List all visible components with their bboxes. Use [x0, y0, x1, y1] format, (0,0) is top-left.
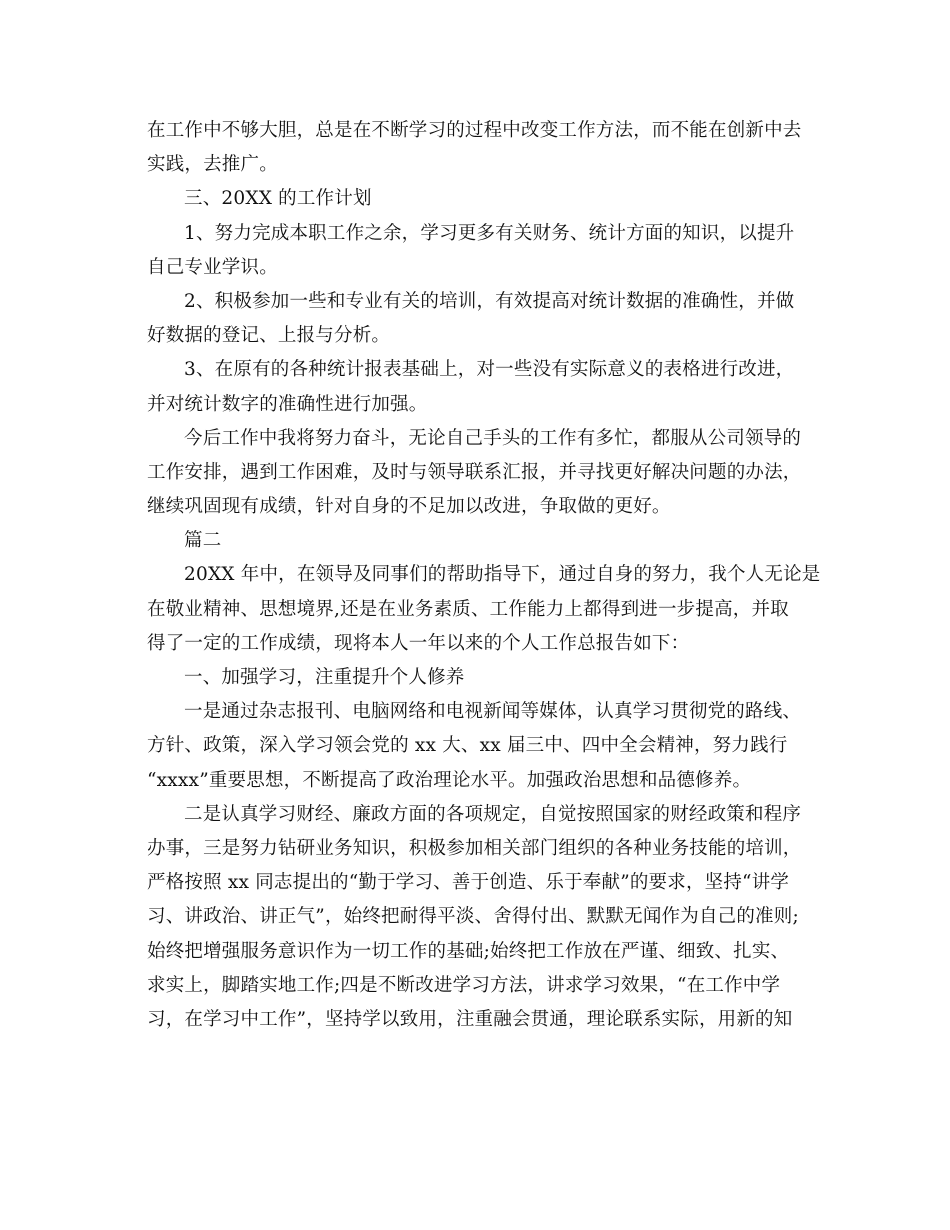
- text-line: 求实上，脚踏实地工作;四是不断改进学习方法，讲求学习效果，“在工作中学: [147, 974, 781, 996]
- text-line: 二是认真学习财经、廉政方面的各项规定，自觉按照国家的财经政策和程序: [184, 803, 802, 825]
- text-line: 办事，三是努力钻研业务知识，积极参加相关部门组织的各种业务技能的培训，: [147, 837, 802, 859]
- text-line: 并对统计数字的准确性进行加强。: [147, 393, 428, 415]
- text-line: 方针、政策，深入学习领会党的 xx 大、xx 届三中、四中全会精神，努力践行: [147, 735, 788, 757]
- text-line: 20XX 年中，在领导及同事们的帮助指导下，通过自身的努力，我个人无论是: [184, 564, 821, 586]
- document-body: [147, 114, 821, 1037]
- text-line: 习、讲政治、讲正气”，始终把耐得平淡、舍得付出、默默无闻作为自己的准则;: [147, 906, 799, 928]
- text-line: 2、积极参加一些和专业有关的培训，有效提高对统计数据的准确性，并做: [184, 290, 795, 312]
- text-line: 在敬业精神、思想境界,还是在业务素质、工作能力上都得到进一步提高，并取: [147, 598, 789, 620]
- text-line: 篇二: [184, 530, 222, 552]
- text-line: 在工作中不够大胆，总是在不断学习的过程中改变工作方法，而不能在创新中去: [147, 120, 802, 141]
- text-line: 三、20XX 的工作计划: [184, 188, 372, 210]
- text-line: 始终把增强服务意识作为一切工作的基础;始终把工作放在严谨、细致、扎实、: [147, 940, 790, 962]
- text-line: 一、加强学习，注重提升个人修养: [184, 667, 465, 688]
- text-line: 1、努力完成本职工作之余，学习更多有关财务、统计方面的知识，以提升: [184, 222, 795, 244]
- text-line: 得了一定的工作成绩，现将本人一年以来的个人工作总报告如下：: [147, 632, 690, 654]
- text-line: 继续巩固现有成绩，针对自身的不足加以改进，争取做的更好。: [147, 496, 671, 518]
- text-line: 一是通过杂志报刊、电脑网络和电视新闻等媒体，认真学习贯彻党的路线、: [184, 701, 802, 723]
- text-line: 严格按照 xx 同志提出的“勤于学习、善于创造、乐于奉献”的要求，坚持“讲学: [147, 872, 790, 894]
- text-line: 工作安排，遇到工作困难，及时与领导联系汇报，并寻找更好解决问题的办法，: [147, 461, 802, 483]
- text-line: “xxxx”重要思想，不断提高了政治理论水平。加强政治思想和品德修养。: [147, 769, 752, 791]
- text-line: 今后工作中我将努力奋斗，无论自己手头的工作有多忙，都服从公司领导的: [184, 427, 802, 449]
- text-line: 实践，去推广。: [147, 154, 278, 176]
- text-line: 自己专业学识。: [147, 256, 278, 278]
- text-line: 习，在学习中工作”，坚持学以致用，注重融会贯通，理论联系实际，用新的知: [147, 1008, 793, 1030]
- text-line: 3、在原有的各种统计报表基础上，对一些没有实际意义的表格进行改进，: [184, 359, 795, 381]
- text-line: 好数据的登记、上报与分析。: [147, 325, 391, 347]
